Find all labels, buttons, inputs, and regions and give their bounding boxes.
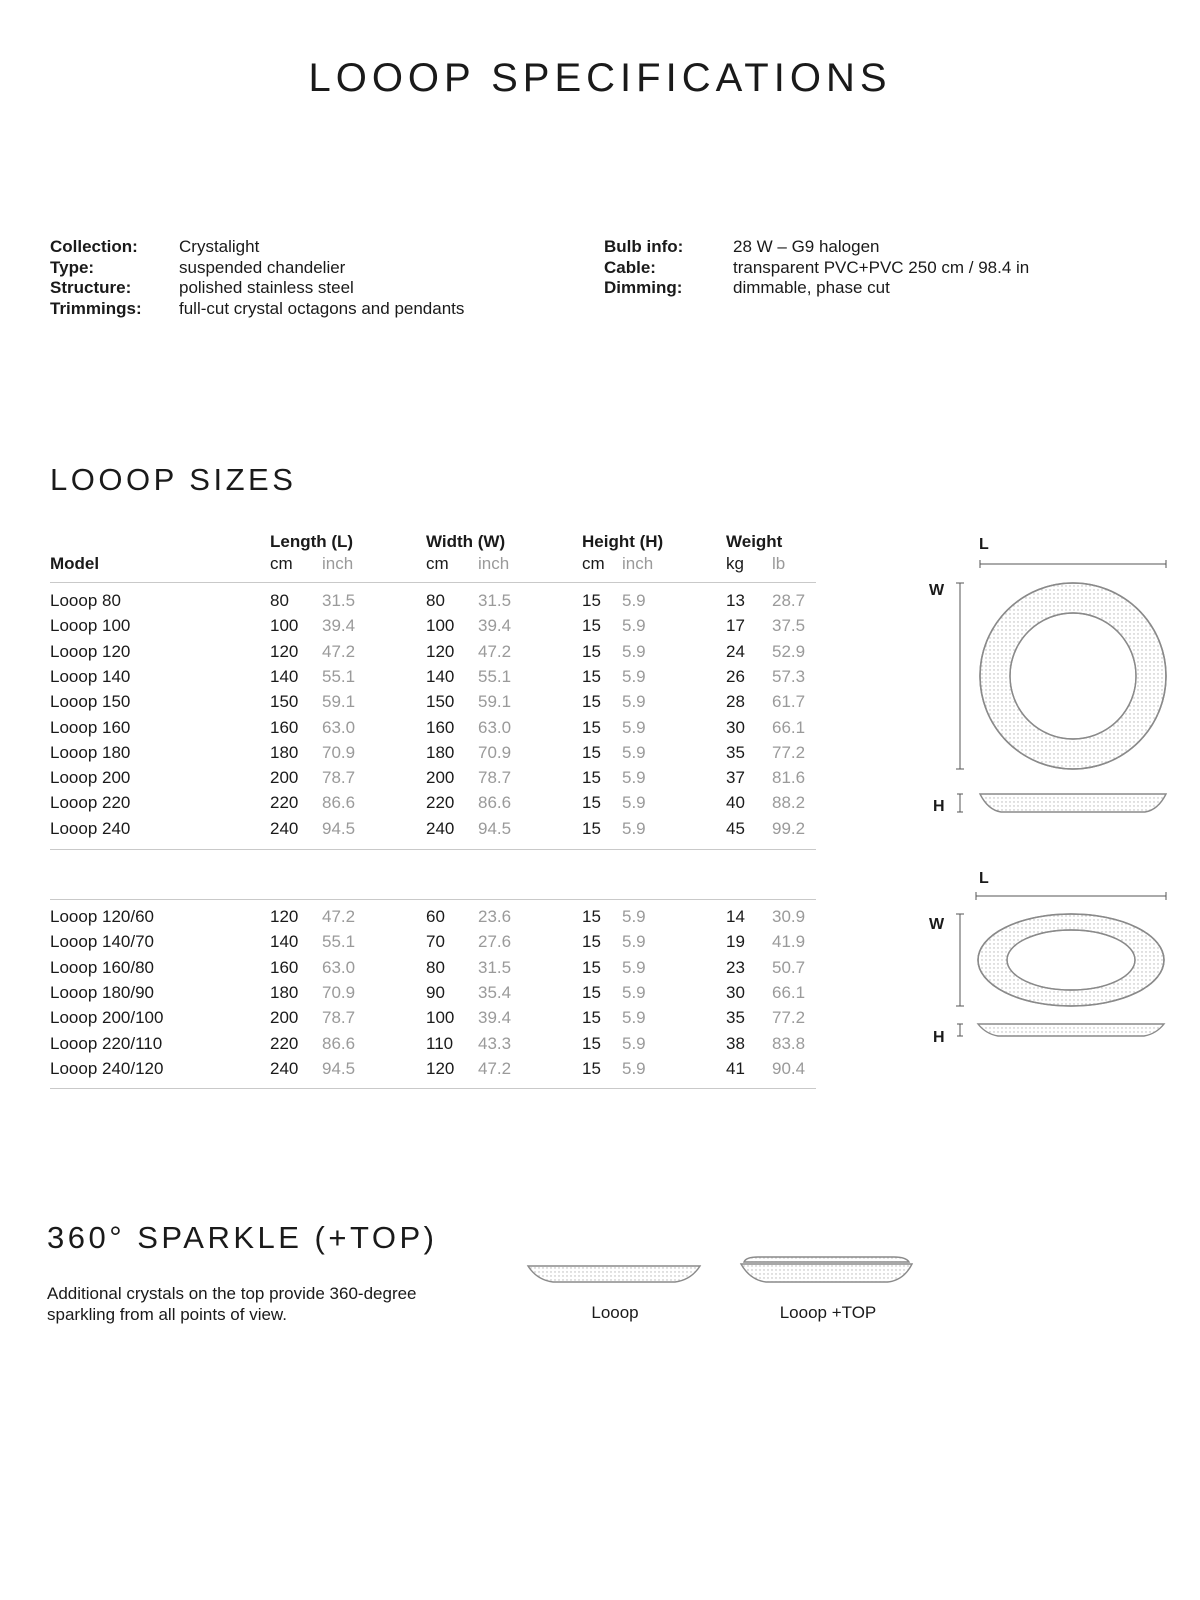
spec-value: transparent PVC+PVC 250 cm / 98.4 in: [733, 257, 1030, 277]
model-cell: Looop 160: [50, 717, 131, 737]
value-cell: 160: [426, 717, 455, 737]
table-row: [50, 793, 820, 818]
value-cell: 86.6: [478, 793, 512, 813]
value-cell: 59.1: [322, 692, 356, 712]
value-cell: 66.1: [772, 982, 806, 1002]
value-cell: 180: [270, 742, 299, 762]
spec-value: 28 W – G9 halogen: [733, 237, 880, 256]
value-cell: 28.7: [772, 591, 806, 610]
value-cell: 50.7: [772, 957, 806, 977]
model-cell: Looop 140: [50, 666, 131, 686]
value-cell: 19: [726, 932, 745, 952]
value-cell: 14: [726, 907, 745, 926]
value-cell: 28: [726, 692, 745, 712]
value-cell: 5.9: [622, 1033, 646, 1053]
value-cell: 41.9: [772, 932, 806, 952]
table-row: [50, 743, 820, 768]
table-rule: [50, 582, 816, 583]
model-cell: Looop 120/60: [50, 907, 154, 926]
value-cell: 47.2: [478, 641, 512, 661]
value-cell: 120: [270, 907, 299, 926]
value-cell: 15: [582, 768, 601, 788]
value-cell: 57.3: [772, 666, 806, 686]
value-cell: 66.1: [772, 717, 806, 737]
spec-label: Bulb info:: [604, 237, 684, 256]
weight-lb-header: lb: [772, 554, 786, 573]
spec-label: Dimming:: [604, 278, 683, 297]
value-cell: 77.2: [772, 1008, 806, 1028]
value-cell: 5.9: [622, 666, 646, 686]
value-cell: 86.6: [322, 1033, 356, 1053]
model-cell: Looop 240: [50, 818, 131, 838]
looop-top-profile-illustration: [738, 1256, 918, 1288]
table-rule: [50, 849, 816, 850]
model-cell: Looop 100: [50, 616, 131, 636]
spec-label: Type:: [50, 257, 95, 277]
value-cell: 5.9: [622, 818, 646, 838]
value-cell: 15: [582, 591, 601, 610]
value-cell: 180: [426, 742, 455, 762]
spec-label: Cable:: [604, 257, 656, 277]
spec-label: Trimmings:: [50, 298, 142, 318]
table-row: [50, 983, 820, 1008]
model-cell: Looop 180: [50, 742, 131, 762]
value-cell: 80: [426, 591, 445, 610]
value-cell: 15: [582, 1008, 601, 1028]
table-row: [50, 1034, 820, 1059]
round-chandelier-diagram: [940, 540, 1180, 830]
table-row: [50, 1008, 820, 1033]
table-row: [50, 718, 820, 743]
value-cell: 47.2: [478, 1058, 512, 1078]
value-cell: 39.4: [478, 1008, 512, 1028]
value-cell: 15: [582, 1033, 601, 1053]
value-cell: 88.2: [772, 793, 806, 813]
oval-chandelier-diagram: [940, 874, 1180, 1054]
value-cell: 63.0: [322, 957, 356, 977]
value-cell: 15: [582, 1058, 601, 1078]
value-cell: 45: [726, 818, 745, 838]
model-cell: Looop 200: [50, 768, 131, 788]
value-cell: 120: [426, 641, 455, 661]
value-cell: 100: [426, 1008, 455, 1028]
value-cell: 220: [270, 1033, 299, 1053]
value-cell: 81.6: [772, 768, 806, 788]
sizes-heading: LOOOP SIZES: [50, 462, 297, 497]
model-cell: Looop 150: [50, 692, 131, 712]
value-cell: 77.2: [772, 742, 806, 762]
looop-caption: Looop: [591, 1303, 639, 1322]
value-cell: 94.5: [478, 818, 512, 838]
value-cell: 200: [270, 768, 299, 788]
table-row: [50, 616, 820, 641]
value-cell: 160: [270, 717, 299, 737]
model-cell: Looop 140/70: [50, 932, 154, 952]
oval-length-label: L: [979, 870, 989, 887]
value-cell: 55.1: [322, 932, 356, 952]
value-cell: 240: [270, 1058, 299, 1078]
model-cell: Looop 160/80: [50, 957, 154, 977]
table-row: [50, 692, 820, 717]
value-cell: 5.9: [622, 641, 646, 661]
spec-value: suspended chandelier: [179, 257, 346, 277]
value-cell: 5.9: [622, 692, 646, 712]
value-cell: 5.9: [622, 742, 646, 762]
table-row: [50, 591, 820, 616]
spec-value: full-cut crystal octagons and pendants: [179, 298, 465, 318]
value-cell: 100: [426, 616, 455, 636]
height-header: Height (H): [582, 532, 664, 551]
value-cell: 120: [270, 641, 299, 661]
table-row: [50, 1059, 820, 1084]
round-width-label: W: [929, 582, 945, 599]
spec-value: Crystalight: [179, 237, 260, 256]
value-cell: 15: [582, 641, 601, 661]
value-cell: 94.5: [322, 1058, 356, 1078]
value-cell: 60: [426, 907, 445, 926]
value-cell: 15: [582, 717, 601, 737]
value-cell: 31.5: [322, 591, 356, 610]
weight-kg-header: kg: [726, 554, 744, 573]
value-cell: 86.6: [322, 793, 356, 813]
value-cell: 70.9: [478, 742, 512, 762]
table-rule: [50, 1088, 816, 1089]
value-cell: 15: [582, 692, 601, 712]
value-cell: 80: [426, 957, 445, 977]
value-cell: 13: [726, 591, 745, 610]
value-cell: 150: [426, 692, 455, 712]
value-cell: 27.6: [478, 932, 512, 952]
value-cell: 30.9: [772, 907, 806, 926]
value-cell: 39.4: [478, 616, 512, 636]
value-cell: 90.4: [772, 1058, 806, 1078]
spec-label: Structure:: [50, 278, 132, 297]
value-cell: 160: [270, 957, 299, 977]
spec-value: dimmable, phase cut: [733, 278, 890, 297]
value-cell: 5.9: [622, 793, 646, 813]
value-cell: 55.1: [478, 666, 512, 686]
value-cell: 100: [270, 616, 299, 636]
value-cell: 90: [426, 982, 445, 1002]
value-cell: 80: [270, 591, 289, 610]
value-cell: 220: [270, 793, 299, 813]
value-cell: 5.9: [622, 982, 646, 1002]
value-cell: 15: [582, 982, 601, 1002]
value-cell: 110: [426, 1033, 454, 1053]
round-height-label: H: [933, 798, 945, 815]
value-cell: 200: [270, 1008, 299, 1028]
table-rule: [50, 899, 816, 900]
model-header: Model: [50, 554, 100, 573]
value-cell: 240: [426, 818, 455, 838]
value-cell: 5.9: [622, 1008, 646, 1028]
value-cell: 17: [726, 616, 745, 636]
value-cell: 78.7: [478, 768, 512, 788]
value-cell: 35: [726, 742, 745, 762]
value-cell: 15: [582, 616, 601, 636]
value-cell: 59.1: [478, 692, 512, 712]
value-cell: 35.4: [478, 982, 512, 1002]
value-cell: 5.9: [622, 717, 646, 737]
value-cell: 24: [726, 641, 745, 661]
height-inch-header: inch: [622, 554, 654, 573]
value-cell: 15: [582, 932, 601, 952]
round-length-label: L: [979, 536, 989, 553]
spec-value: polished stainless steel: [179, 278, 354, 297]
table-row: [50, 932, 820, 957]
value-cell: 63.0: [478, 717, 512, 737]
length-inch-header: inch: [322, 554, 354, 573]
sparkle-description: [47, 1283, 417, 1325]
value-cell: 35: [726, 1008, 745, 1028]
sparkle-description-line-1: Additional crystals on the top provide 360-degree: [47, 1284, 417, 1303]
oval-height-label: H: [933, 1029, 945, 1046]
value-cell: 70.9: [322, 742, 356, 762]
value-cell: 39.4: [322, 616, 356, 636]
model-cell: Looop 240/120: [50, 1058, 164, 1078]
value-cell: 31.5: [478, 957, 512, 977]
value-cell: 23: [726, 957, 745, 977]
value-cell: 140: [426, 666, 455, 686]
value-cell: 70.9: [322, 982, 356, 1002]
value-cell: 140: [270, 932, 299, 952]
value-cell: 5.9: [622, 591, 646, 610]
value-cell: 47.2: [322, 907, 356, 926]
table-row: [50, 819, 820, 844]
sparkle-heading: 360° SPARKLE (+TOP): [47, 1220, 438, 1255]
value-cell: 52.9: [772, 641, 806, 661]
value-cell: 99.2: [772, 818, 806, 838]
value-cell: 150: [270, 692, 299, 712]
value-cell: 26: [726, 666, 745, 686]
model-cell: Looop 180/90: [50, 982, 154, 1002]
value-cell: 5.9: [622, 957, 646, 977]
value-cell: 41: [726, 1058, 745, 1078]
width-inch-header: inch: [478, 554, 510, 573]
height-cm-header: cm: [582, 554, 605, 573]
table-row: [50, 642, 820, 667]
value-cell: 70: [426, 932, 445, 952]
value-cell: 15: [582, 666, 601, 686]
model-cell: Looop 120: [50, 641, 131, 661]
value-cell: 30: [726, 982, 745, 1002]
value-cell: 120: [426, 1058, 455, 1078]
table-row: [50, 667, 820, 692]
value-cell: 38: [726, 1033, 745, 1053]
value-cell: 220: [426, 793, 455, 813]
value-cell: 5.9: [622, 768, 646, 788]
value-cell: 15: [582, 907, 601, 926]
value-cell: 47.2: [322, 641, 356, 661]
value-cell: 5.9: [622, 932, 646, 952]
sparkle-description-line-2: sparkling from all points of view.: [47, 1305, 287, 1324]
spec-label: Collection:: [50, 237, 138, 256]
value-cell: 180: [270, 982, 299, 1002]
value-cell: 63.0: [322, 717, 356, 737]
value-cell: 140: [270, 666, 299, 686]
value-cell: 23.6: [478, 907, 512, 926]
value-cell: 15: [582, 957, 601, 977]
model-cell: Looop 220/110: [50, 1033, 163, 1053]
page-title: LOOOP SPECIFICATIONS: [308, 56, 892, 100]
value-cell: 78.7: [322, 768, 356, 788]
value-cell: 83.8: [772, 1033, 806, 1053]
value-cell: 5.9: [622, 616, 646, 636]
value-cell: 37.5: [772, 616, 806, 636]
value-cell: 5.9: [622, 1058, 646, 1078]
value-cell: 15: [582, 793, 601, 813]
table-row: [50, 958, 820, 983]
value-cell: 40: [726, 793, 745, 813]
value-cell: 37: [726, 768, 745, 788]
value-cell: 94.5: [322, 818, 356, 838]
value-cell: 200: [426, 768, 455, 788]
table-row: [50, 768, 820, 793]
value-cell: 5.9: [622, 907, 646, 926]
length-cm-header: cm: [270, 554, 293, 573]
value-cell: 31.5: [478, 591, 512, 610]
model-cell: Looop 200/100: [50, 1008, 164, 1028]
weight-header: Weight: [726, 532, 783, 551]
value-cell: 240: [270, 818, 299, 838]
table-row: [50, 907, 820, 932]
value-cell: 43.3: [478, 1033, 512, 1053]
value-cell: 15: [582, 818, 601, 838]
width-cm-header: cm: [426, 554, 449, 573]
model-cell: Looop 80: [50, 591, 121, 610]
value-cell: 55.1: [322, 666, 356, 686]
oval-width-label: W: [929, 916, 945, 933]
length-header: Length (L): [270, 532, 354, 551]
value-cell: 30: [726, 717, 745, 737]
looop-top-caption: Looop +TOP: [779, 1303, 877, 1322]
value-cell: 15: [582, 742, 601, 762]
width-header: Width (W): [426, 532, 506, 551]
model-cell: Looop 220: [50, 793, 131, 813]
value-cell: 61.7: [772, 692, 806, 712]
looop-profile-illustration: [525, 1262, 705, 1288]
value-cell: 78.7: [322, 1008, 356, 1028]
